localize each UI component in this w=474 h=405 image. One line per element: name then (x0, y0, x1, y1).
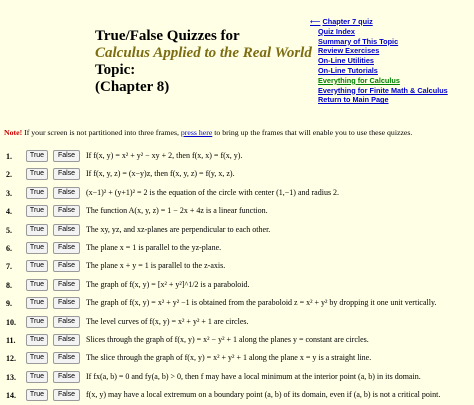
question-row (0, 369, 474, 387)
question-statement: The plane x = 1 is parallel to the yz-plane. (86, 242, 222, 252)
page-header (0, 0, 474, 120)
question-number: 1. (6, 152, 12, 161)
question-statement: The function A(x, y, z) = 1 − 2x + 4z is a linear function. (86, 206, 268, 216)
false-button[interactable]: False (53, 389, 80, 401)
book-title: Calculus Applied to the Real World (95, 45, 312, 61)
question-number: 3. (6, 188, 12, 198)
note-text-before: If your screen is not partitioned into three frames, (22, 128, 181, 137)
false-button[interactable]: False (53, 187, 80, 199)
nav-online-utilities[interactable]: On-Line Utilities (318, 56, 374, 66)
false-button[interactable]: False (53, 371, 80, 383)
true-button[interactable]: True (26, 260, 48, 272)
nav-quiz-index[interactable]: Quiz Index (318, 26, 355, 36)
question-number: 14. (6, 391, 16, 401)
true-button[interactable]: True (26, 389, 48, 401)
nav-return-main[interactable]: Return to Main Page (318, 95, 389, 105)
question-row (0, 258, 474, 276)
true-button[interactable]: True (26, 297, 48, 309)
false-button[interactable]: False (53, 260, 80, 272)
true-button[interactable]: True (26, 371, 48, 383)
false-button[interactable]: False (53, 352, 80, 364)
true-button[interactable]: True (26, 187, 48, 199)
false-button[interactable]: False (53, 297, 80, 309)
question-statement: The graph of f(x, y) = x² + y² −1 is obtained from the paraboloid z = x² + y² by dropping it one unit vertically. (86, 298, 437, 308)
question-statement: f(x, y) may have a local extremum on a boundary point (a, b) of its domain, even if (a, b) is not a critical point. (86, 390, 441, 400)
question-number: 6. (6, 243, 12, 253)
question-number: 10. (6, 317, 16, 327)
question-row (0, 185, 474, 203)
question-number: 9. (6, 299, 12, 309)
back-arrow-icon: ⟵ (310, 17, 321, 26)
question-number: 7. (6, 262, 12, 272)
question-number: 4. (6, 207, 12, 217)
chapter-label: (Chapter 8) (95, 79, 170, 95)
false-button[interactable]: False (53, 334, 80, 346)
question-row (0, 295, 474, 313)
question-number: 5. (6, 225, 12, 235)
true-button[interactable]: True (26, 242, 48, 254)
nav-chapter-7-quiz[interactable]: ⟵ Chapter 7 quiz (310, 17, 373, 26)
note-label: Note! (4, 128, 23, 137)
title-line-1: True/False Quizzes for (95, 28, 240, 44)
nav-review-exercises[interactable]: Review Exercises (318, 46, 380, 56)
false-button[interactable]: False (53, 242, 80, 254)
question-statement: (x−1)² + (y+1)² = 2 is the equation of the circle with center (1,−1) and radius 2. (86, 187, 340, 197)
quiz-title (95, 28, 312, 96)
true-button[interactable]: True (26, 150, 48, 162)
press-here-link[interactable]: press here (180, 128, 213, 137)
true-button[interactable]: True (26, 224, 48, 236)
question-list (0, 148, 474, 405)
nav-online-tutorials[interactable]: On-Line Tutorials (318, 65, 378, 75)
question-row (0, 148, 474, 166)
question-statement: The plane x + y = 1 is parallel to the z-axis. (86, 261, 226, 271)
question-statement: The xy, yz, and xz-planes are perpendicular to each other. (86, 224, 271, 234)
true-button[interactable]: True (26, 352, 48, 364)
question-row (0, 240, 474, 258)
nav-links (310, 17, 474, 105)
question-number: 12. (6, 354, 16, 364)
true-button[interactable]: True (26, 205, 48, 217)
question-statement: The graph of f(x, y) = [x² + y²]^1/2 is a paraboloid. (86, 279, 250, 289)
question-row (0, 166, 474, 184)
note-text-after: to bring up the frames that will enable you to use these quizzes. (212, 128, 413, 137)
question-row (0, 350, 474, 368)
question-row (0, 222, 474, 240)
false-button[interactable]: False (53, 205, 80, 217)
false-button[interactable]: False (53, 150, 80, 162)
nav-everything-calculus[interactable]: Everything for Calculus (318, 75, 400, 85)
topic-label: Topic: (95, 62, 136, 78)
question-number: 11. (6, 335, 16, 345)
question-statement: The level curves of f(x, y) = x² + y² + 1 are circles. (86, 316, 249, 326)
question-statement: Slices through the graph of f(x, y) = x² − y² + 1 along the planes y = constant are circles. (86, 334, 369, 344)
true-button[interactable]: True (26, 334, 48, 346)
question-row (0, 387, 474, 405)
question-statement: If fx(a, b) = 0 and fy(a, b) > 0, then f may have a local minimum at the interior point (a, b) in its domain. (86, 371, 421, 381)
question-statement: If f(x, y) = x² + y² − xy + 2, then f(x, x) = f(x, y). (86, 151, 243, 160)
question-statement: The slice through the graph of f(x, y) = x² + y² + 1 along the plane x = y is a straight line. (86, 353, 372, 363)
question-number: 13. (6, 372, 16, 382)
true-button[interactable]: True (26, 279, 48, 291)
frames-note (4, 128, 474, 137)
question-number: 2. (6, 170, 12, 180)
true-button[interactable]: True (26, 168, 48, 180)
false-button[interactable]: False (53, 168, 80, 180)
false-button[interactable]: False (53, 316, 80, 328)
false-button[interactable]: False (53, 279, 80, 291)
question-row (0, 314, 474, 332)
nav-everything-finite-math[interactable]: Everything for Finite Math & Calculus (318, 85, 448, 95)
question-row (0, 332, 474, 350)
question-statement: If f(x, y, z) = (x−y)z, then f(x, y, z) = f(y, x, z). (86, 169, 235, 179)
nav-summary[interactable]: Summary of This Topic (318, 36, 399, 46)
true-button[interactable]: True (26, 316, 48, 328)
question-row (0, 277, 474, 295)
question-number: 8. (6, 280, 12, 290)
false-button[interactable]: False (53, 224, 80, 236)
question-row (0, 203, 474, 221)
